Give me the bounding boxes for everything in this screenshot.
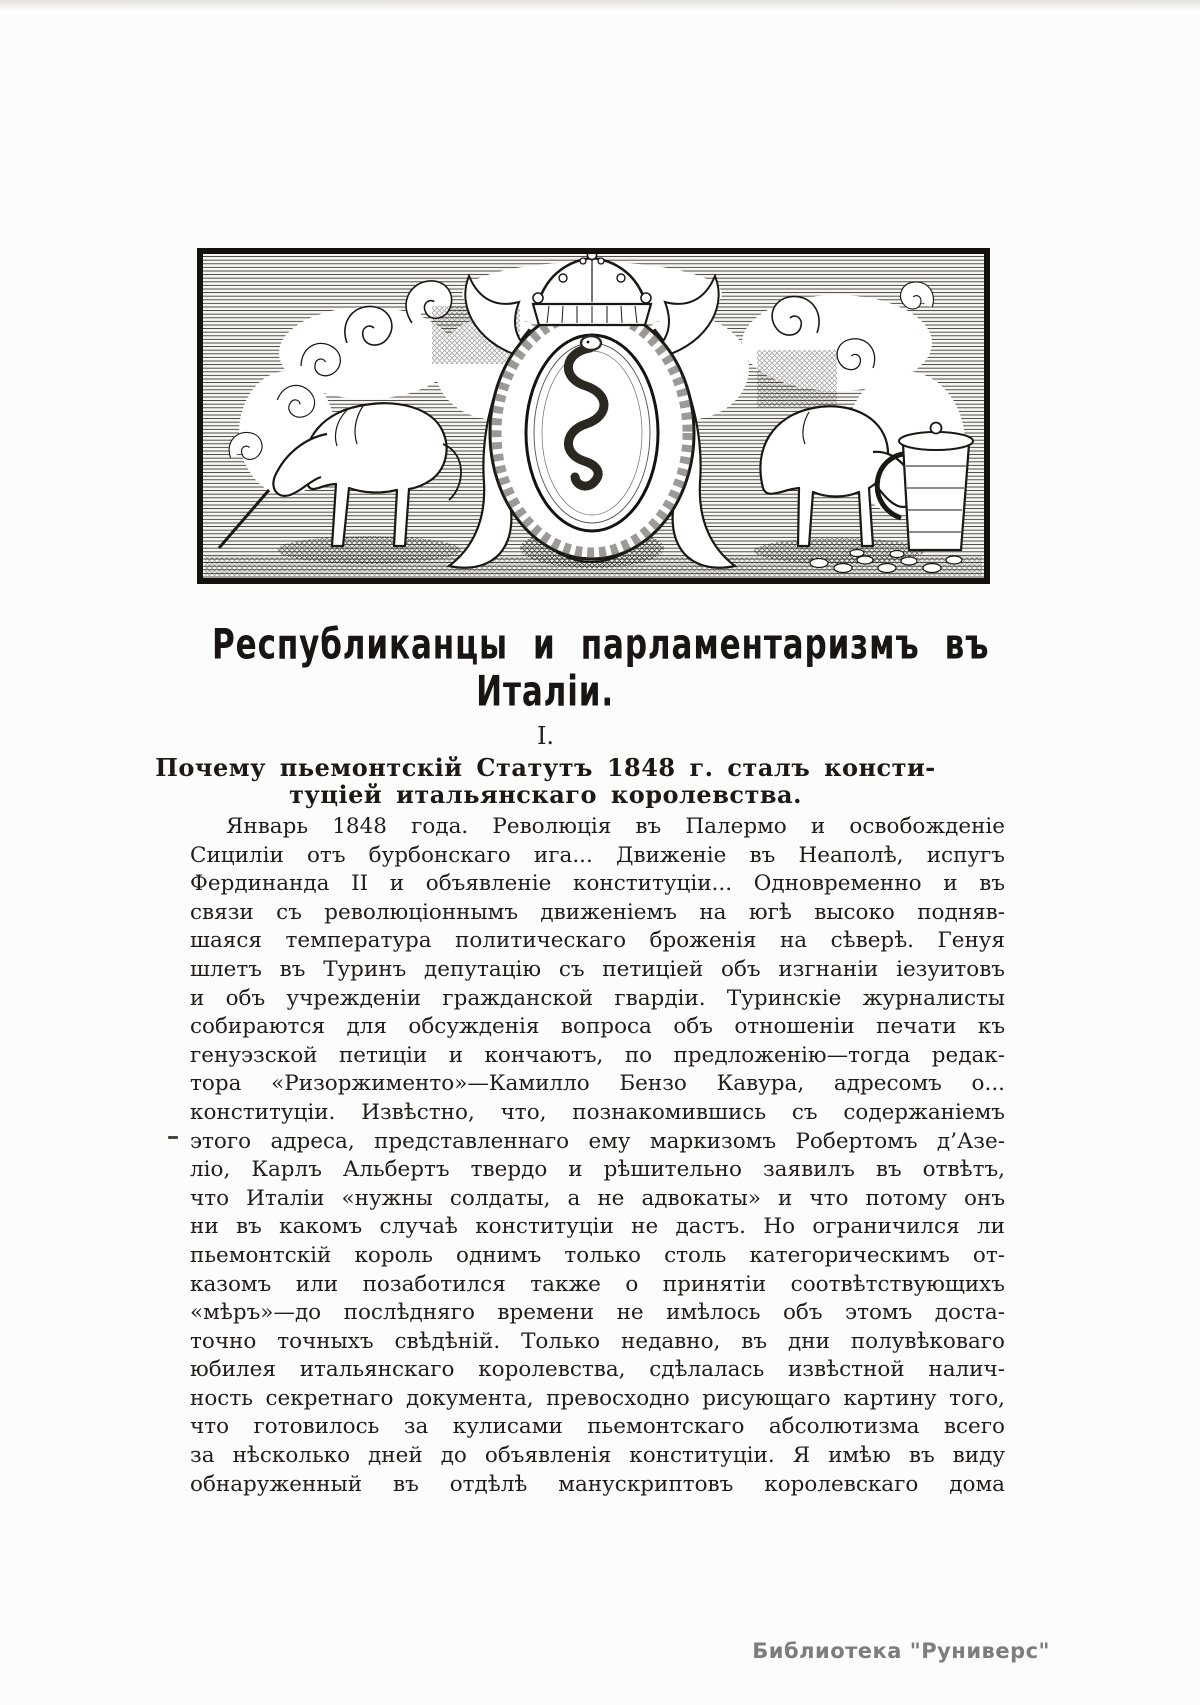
body-line: точно точныхъ свѣдѣній. Только недавно, въ дни полувѣковаго	[190, 1328, 1005, 1354]
body-line: что готовилось за кулисами пьемонтскаго абсолютизма всего	[190, 1414, 1005, 1440]
body-line: Фердинанда II и объявленіе конституціи... Одновременно и въ	[190, 871, 1005, 897]
body-text	[190, 813, 1005, 1499]
body-line: собираются для обсужденія вопроса объ отношеніи печати къ	[190, 1014, 1005, 1040]
body-line: шаяся температура политическаго броженія на сѣверѣ. Генуя	[190, 928, 1005, 954]
body-line: что Италіи «нужны солдаты, а не адвокаты» и что потому онъ	[190, 1185, 1005, 1211]
body-line: «мѣръ»—до послѣдняго времени не имѣлось объ этомъ доста-	[190, 1300, 1005, 1326]
chapter-title-line2: Италіи.	[476, 667, 615, 716]
section-heading-line2: туціей итальянскаго королевства.	[289, 780, 802, 809]
body-line: обнаруженный въ отдѣлѣ манускриптовъ королевскаго дома	[190, 1471, 1005, 1497]
section-number: I.	[536, 722, 555, 750]
body-line: шлетъ въ Туринъ депутацію съ петиціей объ изгнаніи іезуитовъ	[190, 956, 1005, 982]
body-line: Январь 1848 года. Революція въ Палермо и освобожденіе	[226, 814, 1005, 839]
section-heading	[138, 754, 953, 808]
body-line: этого адреса, представленнаго ему маркизомъ Робертомъ д’Азе-	[190, 1128, 1005, 1154]
body-line: тора «Ризоржименто»—Камилло Бензо Кавура, адресомъ о...	[190, 1071, 1005, 1097]
library-watermark: Библиотека "Руниверс"	[752, 1639, 1050, 1663]
body-line: юбилея итальянскаго королевства, сдѣлалась извѣстной налич-	[190, 1357, 1005, 1383]
body-line: за нѣсколько дней до объявленія конституціи. Я имѣю въ виду	[190, 1443, 1005, 1469]
chapter-title	[138, 618, 990, 716]
body-line: ліо, Карлъ Альбертъ твердо и рѣшительно заявилъ въ отвѣтъ,	[190, 1157, 1005, 1183]
body-line: Сициліи отъ бурбонскаго ига... Движеніе въ Неаполѣ, испугъ	[190, 842, 1005, 868]
body-line: связи съ революціоннымъ движеніемъ на югѣ высоко подняв-	[190, 899, 1005, 925]
section-heading-line1: Почему пьемонтскій Статутъ 1848 г. сталъ консти-	[155, 753, 936, 782]
body-line: и объ учрежденіи гражданской гвардіи. Туринскіе журналисты	[190, 985, 1005, 1011]
scan-speck	[168, 1136, 178, 1139]
body-line: генуэзской петиціи и кончаютъ, по предложенію—тогда редак-	[190, 1042, 1005, 1068]
body-line: пьемонтскій король однимъ только столь категорическимъ от-	[190, 1242, 1005, 1268]
body-line: конституціи. Извѣстно, что, познакомившись съ содержаніемъ	[190, 1099, 1005, 1125]
body-line: ни въ какомъ случаѣ конституціи не дастъ. Но ограничился ли	[190, 1214, 1005, 1240]
coat-of-arms-engraving-svg	[197, 248, 990, 584]
scan-top-edge	[0, 0, 1200, 10]
headpiece-engraving	[197, 248, 990, 584]
body-line: ность секретнаго документа, превосходно рисующаго картину того,	[190, 1385, 1005, 1411]
chapter-title-line1: Республиканцы и парламентаризмъ въ	[212, 620, 990, 669]
body-line: казомъ или позаботился также о принятіи соотвѣтствующихъ	[190, 1271, 1005, 1297]
